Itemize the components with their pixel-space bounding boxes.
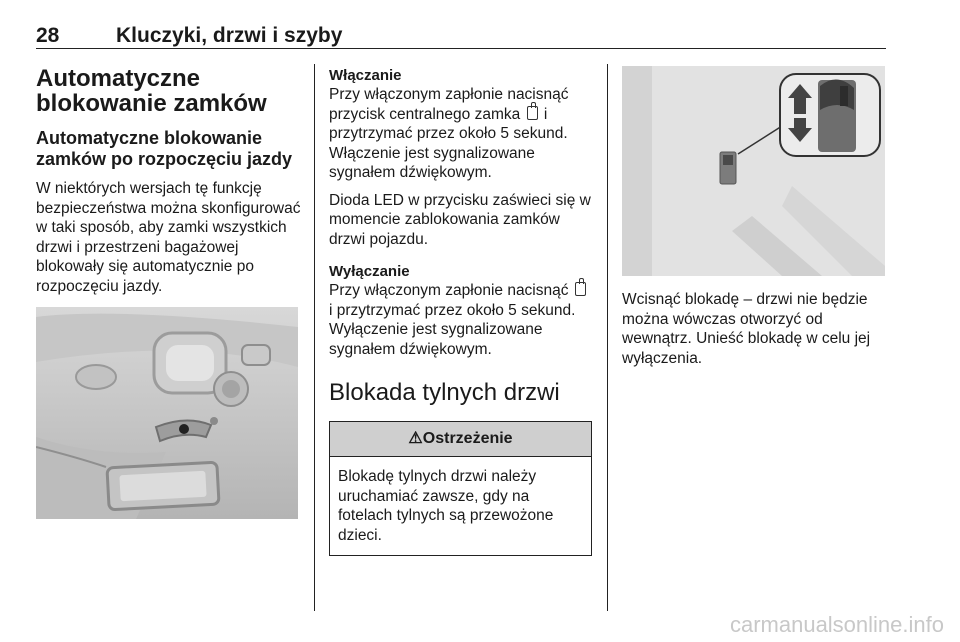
page-header	[36, 24, 886, 48]
warning-box	[329, 421, 592, 556]
intro-paragraph: W niektórych wersjach tę funkcję bezpieczeństwa można skonfigurować w taki sposób, aby zamki wszystkich drzwi i przestrzeni bagażowej blokowały się automatycznie po rozpoczęciu jazdy.	[36, 180, 301, 295]
heading-disable: Wyłączanie	[329, 263, 410, 280]
figure-caption: Wcisnąć blokadę – drzwi nie będzie można wówczas otworzyć od wewnątrz. Unieść blokadę w celu jej wyłączenia.	[622, 291, 871, 367]
warning-text: Blokadę tylnych drzwi należy uruchamiać zawsze, gdy na fotelach tylnych są przewożone dzieci.	[338, 468, 554, 544]
central-lock-icon	[527, 106, 538, 120]
disable-text: Przy włączonym zapłonie nacisnąć i przytrzymać przez około 5 sekund. Wyłączenie jest sygnalizowane sygnałem dźwiękowym.	[329, 281, 594, 359]
page-number: 28	[36, 24, 60, 47]
section-title-auto-lock: Automatyczne blokowanie zamków	[36, 65, 267, 117]
column-divider-1	[314, 64, 315, 611]
led-text: Dioda LED w przycisku zaświeci się w momencie zablokowania zamków drzwi pojazdu.	[329, 191, 591, 248]
section-title-child-lock: Blokada tylnych drzwi	[329, 379, 560, 406]
subsection-title: Automatyczne blokowanie zamków po rozpoczęciu jazdy	[36, 128, 293, 169]
enable-text: Przy włączonym zapłonie nacisnąć przycisk centralnego zamka i przytrzymać przez około 5 sekund. Włączenie jest sygnalizowane sygnałem dźwiękowym.	[329, 86, 569, 181]
column-divider-2	[607, 64, 608, 611]
central-lock-icon	[575, 282, 586, 296]
warning-header	[330, 422, 591, 457]
column-left	[36, 66, 302, 519]
column-right	[622, 66, 887, 368]
ceiling-console-illustration	[36, 307, 298, 519]
column-middle	[329, 66, 594, 556]
header-rule	[36, 48, 886, 49]
chapter-title: Kluczyki, drzwi i szyby	[116, 24, 343, 47]
warning-icon: ⚠	[408, 430, 423, 447]
watermark: carmanualsonline.info	[729, 612, 944, 637]
child-lock-illustration	[622, 66, 885, 276]
warning-title: Ostrzeżenie	[422, 430, 513, 447]
heading-enable: Włączanie	[329, 67, 402, 84]
